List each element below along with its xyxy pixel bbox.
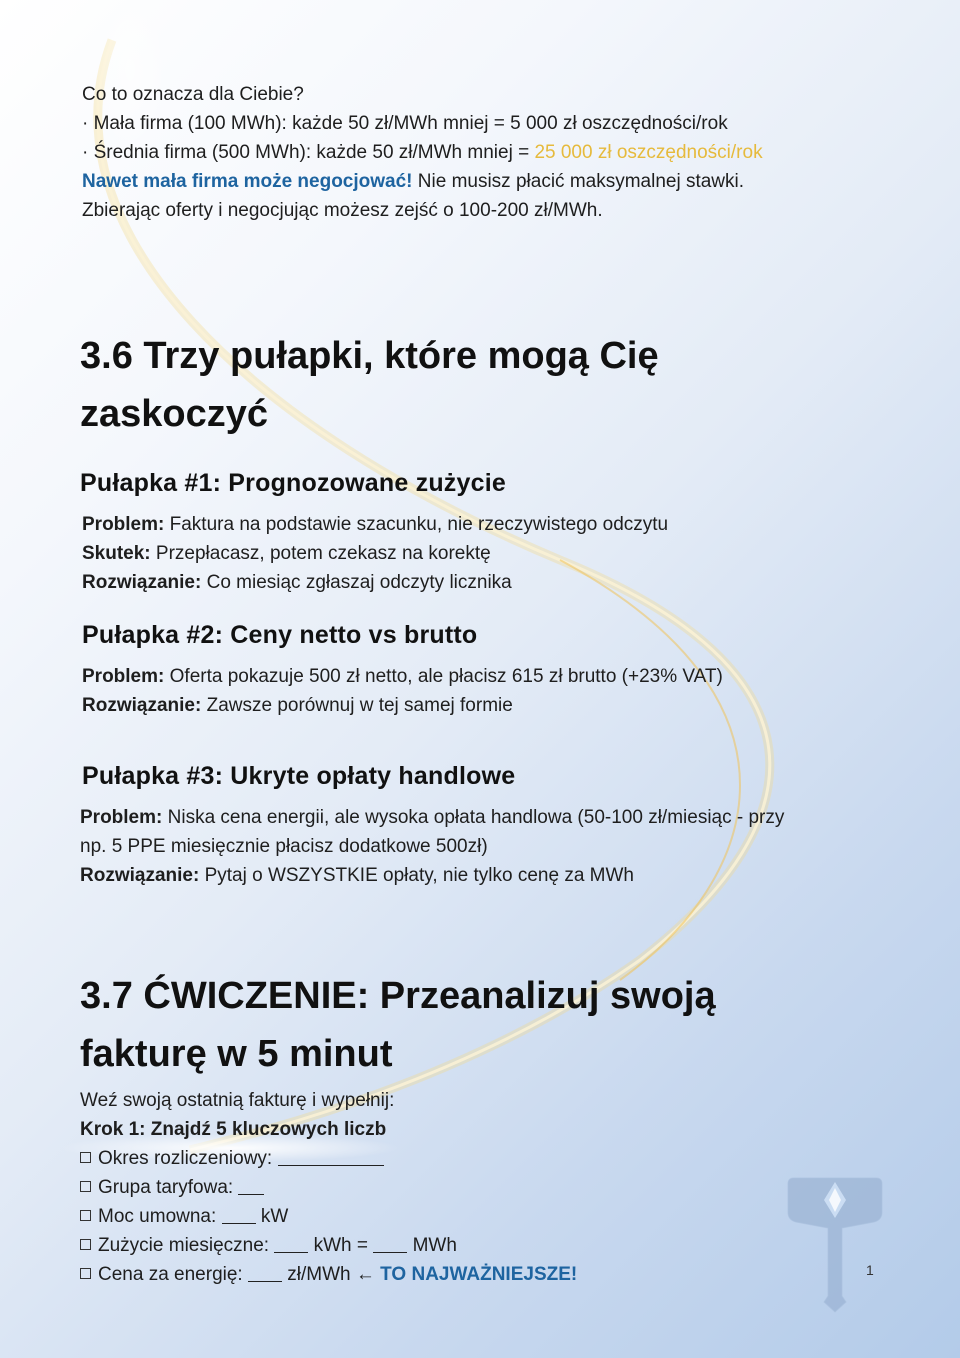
trap2-problem-text: Oferta pokazuje 500 zł netto, ale płacisz 615 zł brutto (+23% VAT) [164, 666, 723, 687]
checklist-item-price [80, 1260, 577, 1289]
trap3-problem-continued: np. 5 PPE miesięcznie płacisz dodatkowe 500zł) [80, 836, 488, 857]
checkbox-icon[interactable] [80, 1268, 91, 1279]
section-37-title-line2: fakturę w 5 minut [80, 1033, 393, 1075]
power-blank[interactable] [222, 1207, 256, 1224]
trap1-solution-label: Rozwiązanie: [82, 572, 202, 593]
section-37-title-line1: 3.7 ĆWICZENIE: Przeanalizuj swoją [80, 975, 716, 1017]
tariff-label: Grupa taryfowa: [98, 1177, 234, 1198]
intro-question: Co to oznacza dla Ciebie? [82, 84, 304, 105]
usage-kwh-blank[interactable] [274, 1236, 308, 1253]
trap2-solution-text: Zawsze porównuj w tej samej formie [201, 695, 513, 716]
price-unit: zł/MWh ← [287, 1264, 375, 1285]
checklist-item-power [80, 1202, 288, 1231]
trap1-effect-label: Skutek: [82, 543, 151, 564]
trap2-heading: Pułapka #2: Ceny netto vs brutto [82, 621, 478, 649]
intro-small-company: · Mała firma (100 MWh): każde 50 zł/MWh mniej = 5 000 zł oszczędności/rok [82, 113, 728, 134]
trap3-solution-label: Rozwiązanie: [80, 865, 200, 886]
checklist-item-period [80, 1144, 384, 1173]
period-blank[interactable] [278, 1149, 384, 1166]
usage-label: Zużycie miesięczne: [98, 1235, 270, 1256]
power-unit: kW [260, 1206, 289, 1227]
emphasis-text: Nawet mała firma może negocjować! [82, 171, 413, 192]
intro-emphasis-line [82, 167, 744, 196]
usage-unit-kwh: kWh = [313, 1235, 368, 1256]
price-label: Cena za energię: [98, 1264, 243, 1285]
period-label: Okres rozliczeniowy: [98, 1148, 273, 1169]
checklist-item-usage [80, 1231, 457, 1260]
trap3-solution-text: Pytaj o WSZYSTKIE opłaty, nie tylko cenę za MWh [199, 865, 635, 886]
intro-closing: Zbierając oferty i negocjując możesz zejść o 100-200 zł/MWh. [82, 200, 603, 221]
usage-unit-mwh: MWh [412, 1235, 457, 1256]
price-blank[interactable] [248, 1265, 282, 1282]
trap2-problem [82, 662, 723, 691]
trap3-problem [80, 803, 784, 832]
section-36-title-line1: 3.6 Trzy pułapki, które mogą Cię [80, 335, 659, 377]
trap3-problem-text: Niska cena energii, ale wysoka opłata handlowa (50-100 zł/miesiąc - przy [162, 807, 785, 828]
section-36-title-line2: zaskoczyć [80, 393, 269, 435]
exercise-step1: Krok 1: Znajdź 5 kluczowych liczb [80, 1119, 387, 1140]
tariff-blank[interactable] [238, 1178, 264, 1195]
trap1-problem [82, 510, 668, 539]
hammer-icon [786, 1172, 884, 1314]
trap2-solution [82, 691, 513, 720]
trap2-problem-label: Problem: [82, 666, 165, 687]
trap3-problem-label: Problem: [80, 807, 163, 828]
trap1-problem-text: Faktura na podstawie szacunku, nie rzeczywistego odczytu [164, 514, 669, 535]
checkbox-icon[interactable] [80, 1239, 91, 1250]
power-label: Moc umowna: [98, 1206, 217, 1227]
trap3-heading: Pułapka #3: Ukryte opłaty handlowe [82, 762, 516, 790]
checkbox-icon[interactable] [80, 1181, 91, 1192]
usage-mwh-blank[interactable] [373, 1236, 407, 1253]
trap1-problem-label: Problem: [82, 514, 165, 535]
trap3-solution [80, 861, 634, 890]
trap1-solution-text: Co miesiąc zgłaszaj odczyty licznika [201, 572, 512, 593]
savings-highlight: 25 000 zł oszczędności/rok [534, 142, 763, 163]
trap1-heading: Pułapka #1: Prognozowane zużycie [80, 469, 506, 497]
intro-medium-company [82, 138, 763, 167]
trap1-effect-text: Przepłacasz, potem czekasz na korektę [150, 543, 491, 564]
page-number: 1 [866, 1262, 874, 1278]
emphasis-rest: Nie musisz płacić maksymalnej stawki. [412, 171, 745, 192]
trap2-solution-label: Rozwiązanie: [82, 695, 202, 716]
checklist-item-tariff [80, 1173, 264, 1202]
checkbox-icon[interactable] [80, 1152, 91, 1163]
intro-medium-company-text: · Średnia firma (500 MWh): każde 50 zł/MWh mniej = [82, 142, 535, 163]
checkbox-icon[interactable] [80, 1210, 91, 1221]
exercise-instruction: Weź swoją ostatnią fakturę i wypełnij: [80, 1090, 395, 1111]
trap1-effect [82, 539, 491, 568]
trap1-solution [82, 568, 512, 597]
price-important-note: TO NAJWAŻNIEJSZE! [380, 1264, 578, 1285]
